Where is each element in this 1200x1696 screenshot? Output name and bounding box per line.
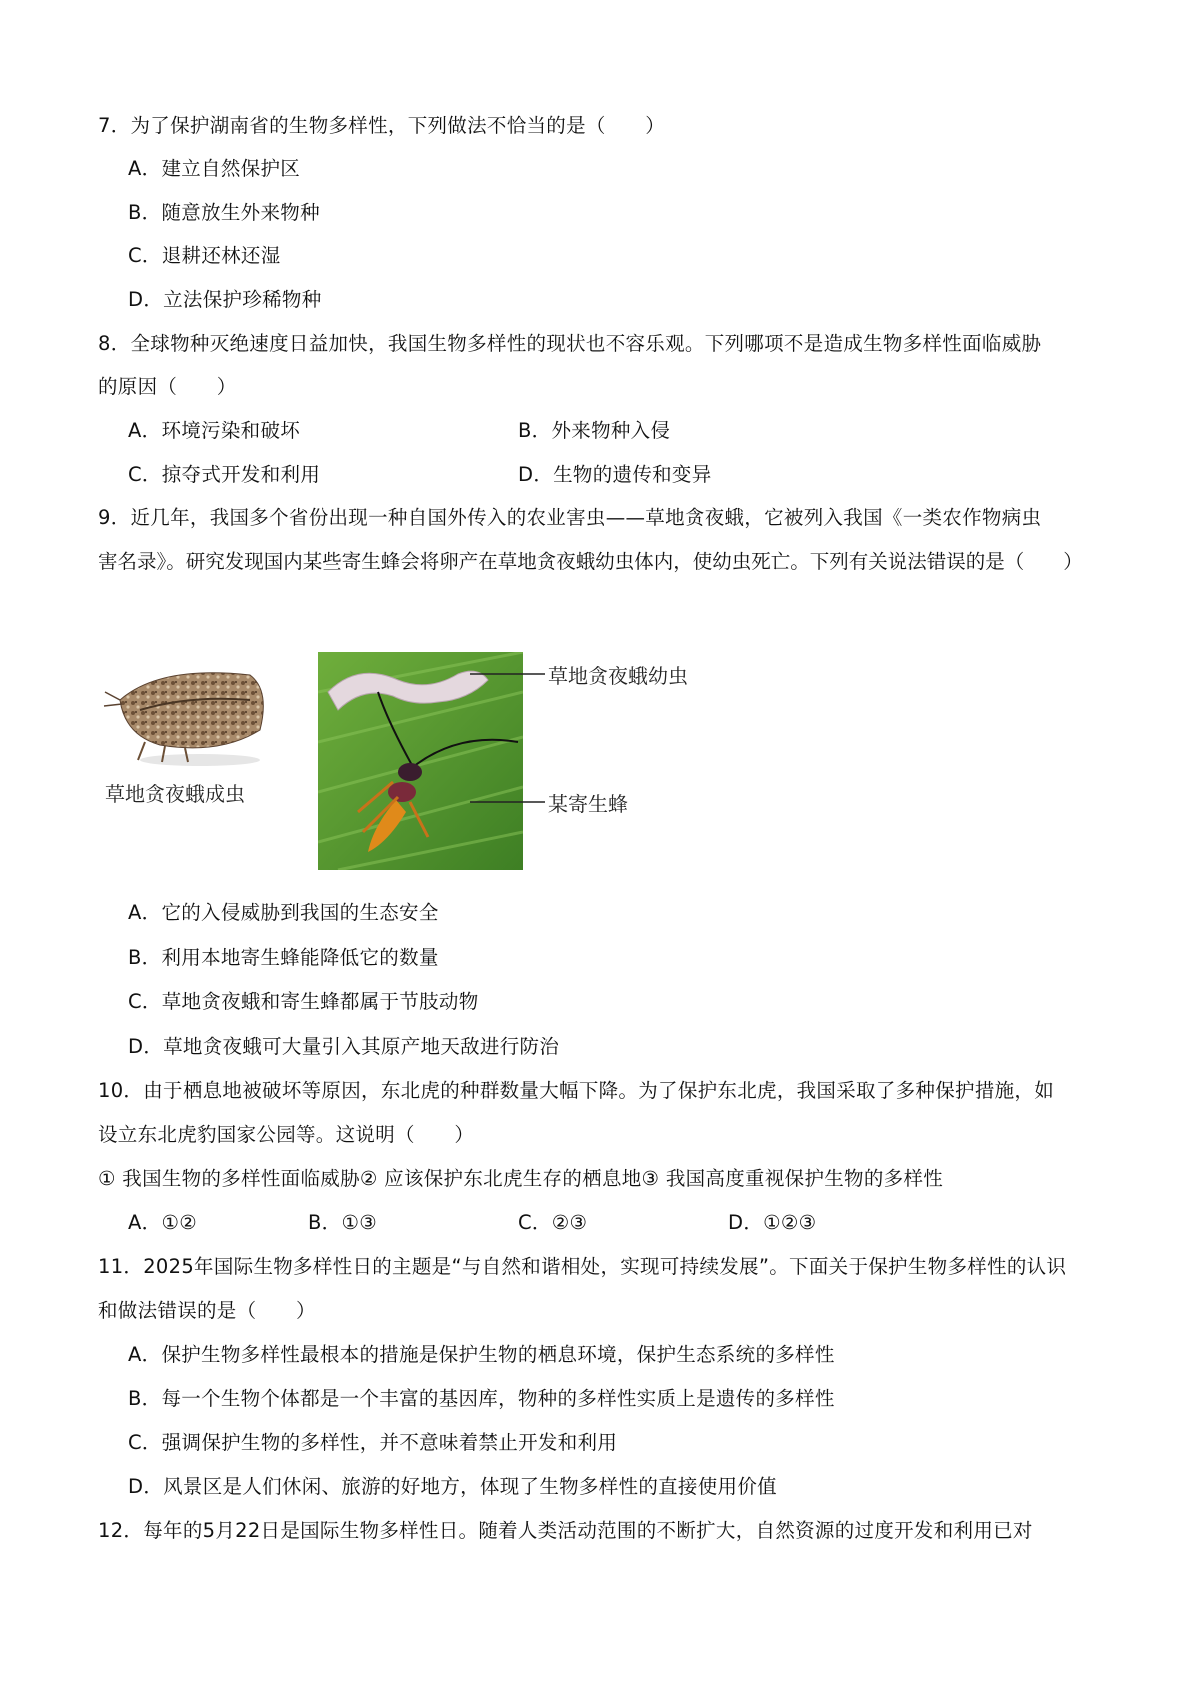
question-7-option-a: A．建立自然保护区	[128, 157, 301, 180]
question-9-option-d: D．草地贪夜蛾可大量引入其原产地天敌进行防治	[128, 1035, 560, 1058]
question-10-option-d: D．①②③	[728, 1211, 817, 1234]
moth-adult-caption: 草地贪夜蛾成虫	[105, 782, 245, 806]
question-11-stem-line1: 11．2025年国际生物多样性日的主题是“与自然和谐相处，实现可持续发展”。下面关于保护生物多样性的认识	[98, 1255, 1067, 1278]
question-7-option-b: B．随意放生外来物种	[128, 201, 320, 224]
question-9-option-b: B．利用本地寄生蜂能降低它的数量	[128, 946, 439, 969]
larva-label: 草地贪夜蛾幼虫	[548, 664, 688, 688]
question-7-option-c: C．退耕还林还湿	[128, 244, 281, 267]
question-10-stem-line1: 10．由于栖息地被破坏等原因，东北虎的种群数量大幅下降。为了保护东北虎，我国采取了多种保护措施，如	[98, 1079, 1055, 1102]
question-8-stem-line1: 8．全球物种灭绝速度日益加快，我国生物多样性的现状也不容乐观。下列哪项不是造成生物多样性面临威胁	[98, 332, 1042, 355]
question-10-option-b: B．①③	[308, 1211, 378, 1234]
question-12-stem-line1: 12．每年的5月22日是国际生物多样性日。随着人类活动范围的不断扩大，自然资源的过度开发和利用已对	[98, 1519, 1033, 1542]
question-10-statements: ① 我国生物的多样性面临威胁② 应该保护东北虎生存的栖息地③ 我国高度重视保护生物的多样性	[98, 1167, 944, 1190]
label-leader-lines	[470, 660, 550, 820]
question-11-option-b: B．每一个生物个体都是一个丰富的基因库，物种的多样性实质上是遗传的多样性	[128, 1387, 835, 1410]
question-10-option-c: C．②③	[518, 1211, 588, 1234]
question-9-option-c: C．草地贪夜蛾和寄生蜂都属于节肢动物	[128, 990, 479, 1013]
question-8-option-b: B．外来物种入侵	[518, 419, 671, 442]
question-8-stem-line2: 的原因（ ）	[98, 375, 237, 398]
question-7-option-d: D．立法保护珍稀物种	[128, 288, 322, 311]
question-10-stem-line2: 设立东北虎豹国家公园等。这说明（ ）	[98, 1123, 475, 1146]
question-9-option-a: A．它的入侵威胁到我国的生态安全	[128, 901, 439, 924]
moth-adult-figure	[100, 660, 290, 820]
question-9-stem-line1: 9．近几年，我国多个省份出现一种自国外传入的农业害虫——草地贪夜蛾，它被列入我国《一类农作物病虫	[98, 506, 1042, 529]
wasp-label: 某寄生蜂	[548, 792, 628, 816]
question-7-stem: 7．为了保护湖南省的生物多样性，下列做法不恰当的是（ ）	[98, 114, 666, 137]
question-11-stem-line2: 和做法错误的是（ ）	[98, 1299, 316, 1322]
question-11-option-a: A．保护生物多样性最根本的措施是保护生物的栖息环境，保护生态系统的多样性	[128, 1343, 835, 1366]
question-8-option-d: D．生物的遗传和变异	[518, 463, 712, 486]
question-11-option-d: D．风景区是人们休闲、旅游的好地方，体现了生物多样性的直接使用价值	[128, 1475, 777, 1498]
question-8-option-c: C．掠夺式开发和利用	[128, 463, 321, 486]
question-10-option-a: A．①②	[128, 1211, 198, 1234]
question-9-stem-line2: 害名录》。研究发现国内某些寄生蜂会将卵产在草地贪夜蛾幼虫体内，使幼虫死亡。下列有关说法错误的是（ ）	[98, 550, 1083, 573]
question-11-option-c: C．强调保护生物的多样性，并不意味着禁止开发和利用	[128, 1431, 618, 1454]
question-8-option-a: A．环境污染和破坏	[128, 419, 301, 442]
moth-adult-illustration	[100, 660, 290, 770]
